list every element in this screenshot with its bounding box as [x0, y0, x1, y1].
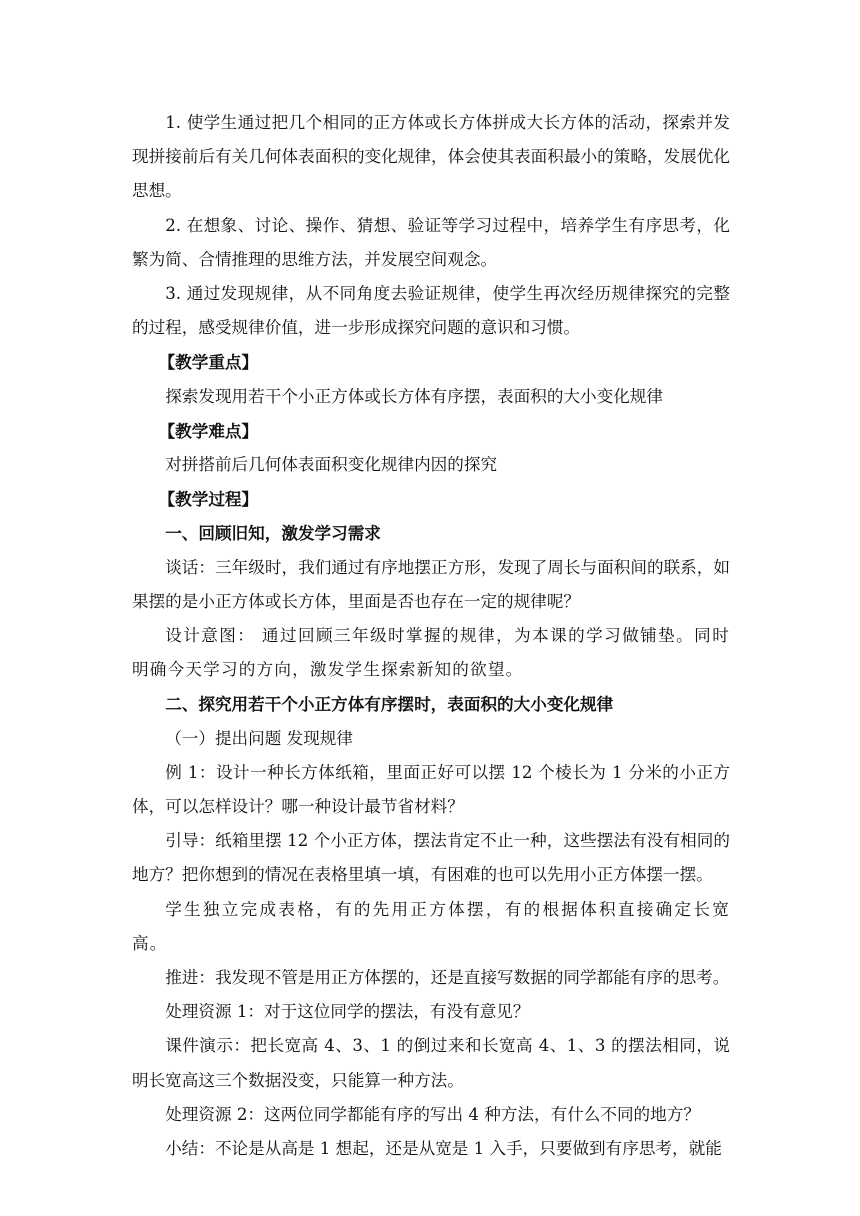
guide-paragraph: 引导：纸箱里摆 12 个小正方体，摆法肯定不止一种，这些摆法有没有相同的地方？把你想到的情况在表格里填一填，有困难的也可以先用小正方体摆一摆。: [132, 831, 730, 885]
process-heading: 【教学过程】: [158, 489, 259, 510]
difficulty-heading: 【教学难点】: [158, 420, 259, 441]
design-intent-paragraph: 设计意图： 通过回顾三年级时掌握的规律，为本课的学习做铺垫。同时明确今天学习的方向，激发学生探索新知的欲望。: [132, 626, 730, 680]
difficulty-text: 对拼搭前后几何体表面积变化规律内因的探究: [165, 455, 498, 475]
section-1-title: 一、回顾旧知，激发学习需求: [165, 523, 381, 544]
subsection-1-title: （一）提出问题 发现规律: [165, 728, 353, 748]
document-page: [132, 106, 730, 1166]
talk-paragraph: 谈话：三年级时，我们通过有序地摆正方形，发现了周长与面积间的联系，如果摆的是小正方体或长方体，里面是否也存在一定的规律呢？: [132, 557, 730, 611]
advance-paragraph: 推进：我发现不管是用正方体摆的，还是直接写数据的同学都能有序的思考。: [165, 968, 730, 988]
resource-1-paragraph: 处理资源 1：对于这位同学的摆法，有没有意见？: [165, 1002, 530, 1022]
goal-3: 3. 通过发现规律，从不同角度去验证规律，使学生再次经历规律探究的完整的过程，感受规律价值，进一步形成探究问题的意识和习惯。: [132, 284, 730, 338]
summary-paragraph: 小结：不论是从高是 1 想起，还是从宽是 1 入手，只要做到有序思考，就能: [165, 1139, 722, 1159]
students-paragraph: 学生独立完成表格，有的先用正方体摆，有的根据体积直接确定长宽高。: [132, 899, 730, 953]
key-points-heading: 【教学重点】: [158, 352, 259, 373]
example-1-paragraph: 例 1：设计一种长方体纸箱，里面正好可以摆 12 个棱长为 1 分米的小正方体，可以怎样设计？哪一种设计最节省材料？: [132, 762, 730, 817]
section-2-title: 二、探究用若干个小正方体有序摆时，表面积的大小变化规律: [165, 694, 614, 715]
key-points-text: 探索发现用若干个小正方体或长方体有序摆，表面积的大小变化规律: [165, 386, 663, 406]
goal-1: 1. 使学生通过把几个相同的正方体或长方体拼成大长方体的活动，探索并发现拼接前后有关几何体表面积的变化规律，体会使其表面积最小的策略，发展优化思想。: [132, 113, 730, 201]
demo-paragraph: 课件演示：把长宽高 4、3、1 的倒过来和长宽高 4、1、3 的摆法相同，说明长宽高这三个数据没变，只能算一种方法。: [132, 1036, 730, 1090]
resource-2-paragraph: 处理资源 2：这两位同学都能有序的写出 4 种方法，有什么不同的地方？: [165, 1104, 700, 1124]
goal-2: 2. 在想象、讨论、操作、猜想、验证等学习过程中，培养学生有序思考，化繁为简、合情推理的思维方法，并发展空间观念。: [132, 215, 730, 269]
